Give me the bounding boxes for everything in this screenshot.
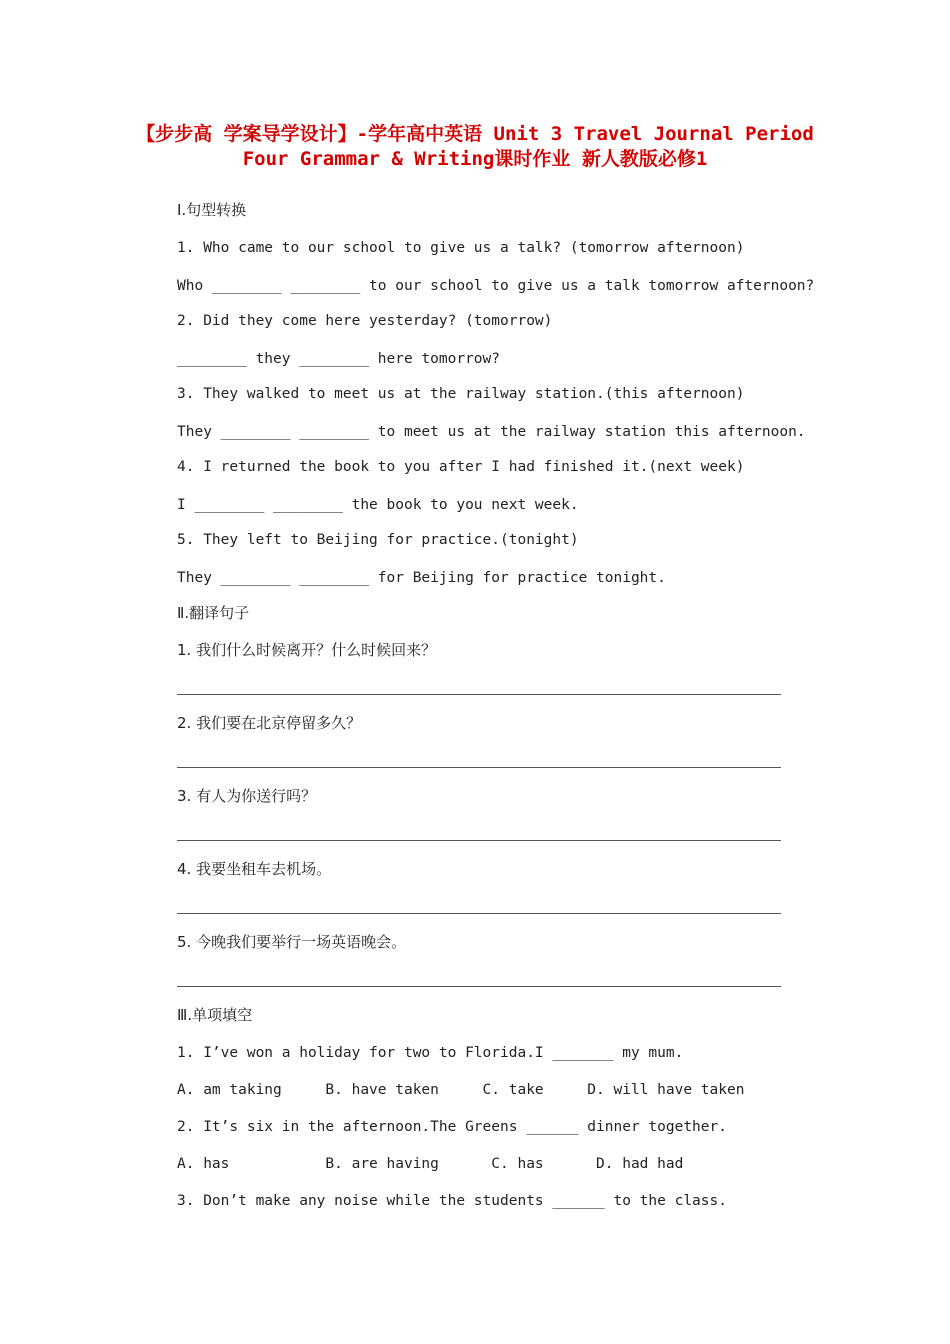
choice-options-2: A. has B. are having C. has D. had had bbox=[177, 1156, 684, 1172]
question-1-5: 5. They left to Beijing for practice.(tonight) bbox=[177, 532, 579, 548]
translate-item-5: 5. 今晚我们要举行一场英语晚会。 bbox=[177, 933, 407, 951]
question-1-1: 1. Who came to our school to give us a talk? (tomorrow afternoon) bbox=[177, 240, 745, 256]
answer-1-4: I ________ ________ the book to you next week. bbox=[177, 497, 579, 513]
question-1-3: 3. They walked to meet us at the railway station.(this afternoon) bbox=[177, 386, 745, 402]
translate-item-1: 1. 我们什么时候离开？什么时候回来？ bbox=[177, 641, 437, 659]
answer-1-5: They ________ ________ for Beijing for practice tonight. bbox=[177, 570, 666, 586]
choice-options-1: A. am taking B. have taken C. take D. will have taken bbox=[177, 1082, 745, 1098]
answer-blank-line-3 bbox=[177, 840, 781, 841]
translate-item-4: 4. 我要坐租车去机场。 bbox=[177, 860, 332, 878]
question-1-2: 2. Did they come here yesterday? (tomorrow) bbox=[177, 313, 553, 329]
section-3-heading: Ⅲ.单项填空 bbox=[177, 1006, 253, 1024]
section-2-heading: Ⅱ.翻译句子 bbox=[177, 604, 250, 622]
answer-1-1: Who ________ ________ to our school to give us a talk tomorrow afternoon? bbox=[177, 278, 815, 294]
choice-question-3: 3. Don’t make any noise while the students ______ to the class. bbox=[177, 1193, 727, 1209]
document-title: 【步步高 学案导学设计】-学年高中英语 Unit 3 Travel Journal Period Four Grammar & Writing课时作业 新人教版必修1 bbox=[136, 123, 814, 170]
translate-item-2: 2. 我们要在北京停留多久？ bbox=[177, 714, 362, 732]
choice-question-1: 1. I’ve won a holiday for two to Florida.I _______ my mum. bbox=[177, 1045, 684, 1061]
answer-blank-line-4 bbox=[177, 913, 781, 914]
answer-blank-line-1 bbox=[177, 694, 781, 695]
answer-blank-line-2 bbox=[177, 767, 781, 768]
answer-1-2: ________ they ________ here tomorrow? bbox=[177, 351, 501, 367]
section-1-heading: Ⅰ.句型转换 bbox=[177, 201, 247, 219]
choice-question-2: 2. It’s six in the afternoon.The Greens ______ dinner together. bbox=[177, 1119, 727, 1135]
translate-item-3: 3. 有人为你送行吗？ bbox=[177, 787, 317, 805]
answer-1-3: They ________ ________ to meet us at the railway station this afternoon. bbox=[177, 424, 806, 440]
question-1-4: 4. I returned the book to you after I had finished it.(next week) bbox=[177, 459, 745, 475]
answer-blank-line-5 bbox=[177, 986, 781, 987]
